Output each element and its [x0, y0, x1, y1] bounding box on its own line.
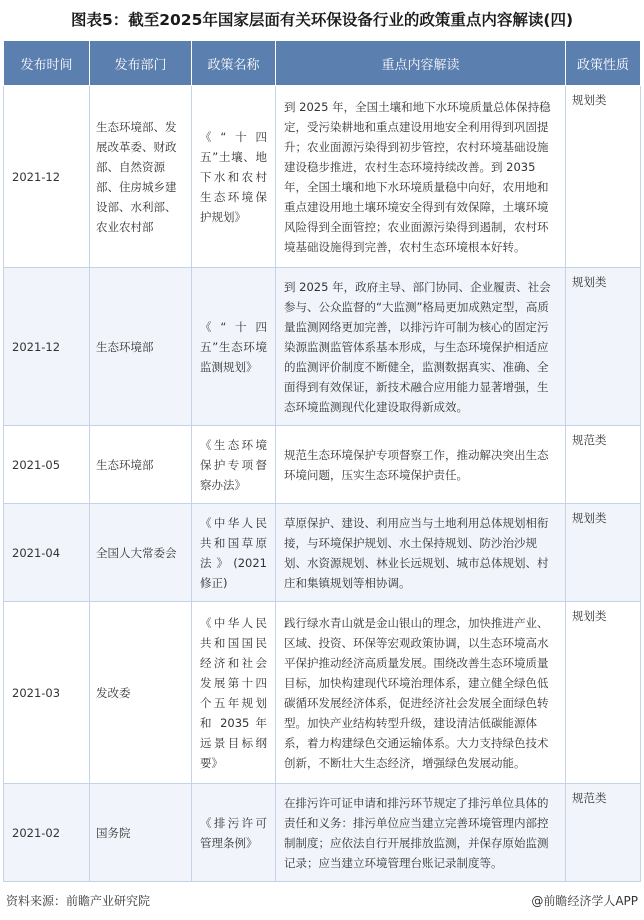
cell-nature: 规划类 — [566, 86, 641, 268]
cell-time: 2021-05 — [4, 426, 90, 504]
cell-content: 规范生态环境保护专项督察工作，推动解决突出生态环境问题，压实生态环境保护责任。 — [276, 426, 566, 504]
cell-policy-name: 《中华人民共和国国民经济和社会发展第十四个五年规划和 2035 年远景目标纲要》 — [192, 602, 276, 784]
cell-dept: 发改委 — [90, 602, 192, 784]
column-header-time: 发布时间 — [4, 41, 90, 86]
cell-time: 2021-02 — [4, 784, 90, 882]
cell-time: 2021-12 — [4, 86, 90, 268]
cell-content: 在排污许可证申请和排污环节规定了排污单位具体的责任和义务：排污单位应当建立完善环境管理内部控制制度；应依法自行开展排放监测，并保存原始监测记录；应当建立环境管理台账记录制度等。 — [276, 784, 566, 882]
cell-nature: 规划类 — [566, 268, 641, 426]
cell-time: 2021-12 — [4, 268, 90, 426]
cell-policy-name: 《生态环境保护专项督察办法》 — [192, 426, 276, 504]
table-header-row — [4, 41, 641, 86]
cell-dept: 生态环境部 — [90, 268, 192, 426]
cell-time: 2021-03 — [4, 602, 90, 784]
cell-content: 践行绿水青山就是金山银山的理念，加快推进产业、区域、投资、环保等宏观政策协调，以生态环境高水平保护推动经济高质量发展。围绕改善生态环境质量目标，加快构建现代环境治理体系，建立健全绿色低碳循环发展经济体系，促进经济社会发展全面绿色转型。加快产业结构转型升级，建设清洁低碳能源体系，着力构建绿色交通运输体系。大力支持绿色技术创新，不断壮大生态经济，增强绿色发展动能。 — [276, 602, 566, 784]
cell-policy-name: 《中华人民共和国草原法》(2021 修正) — [192, 504, 276, 602]
table-row — [4, 602, 641, 784]
column-header-content: 重点内容解读 — [276, 41, 566, 86]
brand-credit: @前瞻经济学人APP — [531, 894, 638, 908]
table-row — [4, 86, 641, 268]
cell-policy-name: 《“十四五”土壤、地下水和农村生态环境保护规划》 — [192, 86, 276, 268]
cell-dept: 生态环境部、发展改革委、财政部、自然资源部、住房城乡建设部、水利部、农业农村部 — [90, 86, 192, 268]
cell-dept: 生态环境部 — [90, 426, 192, 504]
cell-nature: 规划类 — [566, 504, 641, 602]
cell-nature: 规范类 — [566, 784, 641, 882]
table-row — [4, 268, 641, 426]
cell-content: 到 2025 年，政府主导、部门协同、企业履责、社会参与、公众监督的“大监测”格局更加成熟定型，高质量监测网络更加完善，以排污许可制为核心的固定污染源监测监管体系基本形成，与生态环境保护相适应的监测评价制度不断健全，监测数据真实、准确、全面得到有效保证，新技术融合应用能力显著增强，生态环境监测现代化建设取得新成效。 — [276, 268, 566, 426]
table-row — [4, 784, 641, 882]
table-row — [4, 426, 641, 504]
table-row — [4, 504, 641, 602]
policy-table — [3, 40, 641, 882]
cell-policy-name: 《“十四五”生态环境监测规划》 — [192, 268, 276, 426]
cell-policy-name: 《排污许可管理条例》 — [192, 784, 276, 882]
column-header-nature: 政策性质 — [566, 41, 641, 86]
column-header-dept: 发布部门 — [90, 41, 192, 86]
cell-dept: 全国人大常委会 — [90, 504, 192, 602]
column-header-name: 政策名称 — [192, 41, 276, 86]
cell-time: 2021-04 — [4, 504, 90, 602]
cell-content: 草原保护、建设、利用应当与土地利用总体规划相衔接，与环境保护规划、水土保持规划、防沙治沙规划、水资源规划、林业长远规划、城市总体规划、村庄和集镇规划等相协调。 — [276, 504, 566, 602]
cell-dept: 国务院 — [90, 784, 192, 882]
cell-content: 到 2025 年，全国土壤和地下水环境质量总体保持稳定，受污染耕地和重点建设用地安全利用得到巩固提升；农业面源污染得到初步管控，农村环境基础设施建设稳步推进，农村生态环境持续改善。到 2035 年，全国土壤和地下水环境质量稳中向好，农用地和重点建设用地土壤环境安全得到有效保障，土壤环境风险得到全面管控；农业面源污染得到遏制，农村环境基础设施得到完善，农村生态环境根本好转。 — [276, 86, 566, 268]
page-title: 图表5：截至2025年国家层面有关环保设备行业的政策重点内容解读(四) — [70, 11, 574, 29]
footer — [6, 892, 638, 912]
cell-nature: 规范类 — [566, 426, 641, 504]
source-note: 资料来源：前瞻产业研究院 — [6, 894, 151, 908]
cell-nature: 规划类 — [566, 602, 641, 784]
